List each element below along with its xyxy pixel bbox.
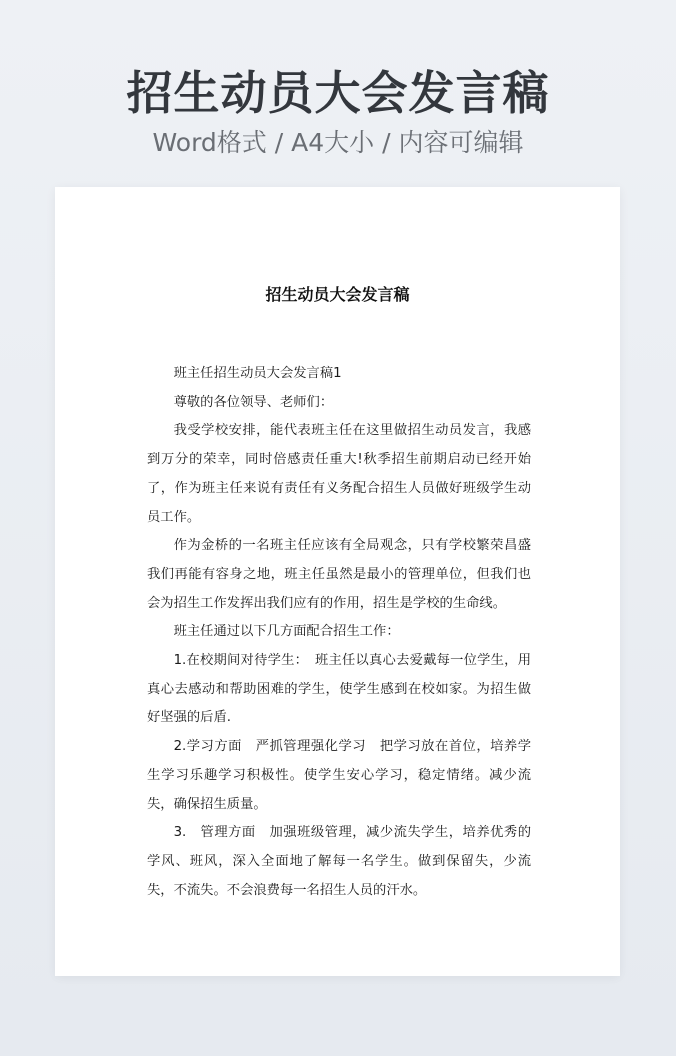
paragraph: 1.在校期间对待学生： 班主任以真心去爱戴每一位学生，用真心去感动和帮助困难的学生，使学生感到在校如家。为招生做好坚强的后盾. xyxy=(147,653,531,726)
paragraph: 尊敬的各位领导、老师们： xyxy=(173,394,334,410)
document-page xyxy=(55,187,620,976)
paragraph: 3. 管理方面 加强班级管理，减少流失学生，培养优秀的学风、班风，深入全面地了解每一名学生。做到保留失，少流失，不流失。不会浪费每一名招生人员的汗水。 xyxy=(147,825,531,898)
banner-title: 招生动员大会发言稿 xyxy=(126,66,550,120)
paragraph: 班主任招生动员大会发言稿1 xyxy=(173,366,342,381)
banner xyxy=(0,62,676,160)
paragraph: 我受学校安排，能代表班主任在这里做招生动员发言，我感到万分的荣幸，同时倍感责任重大!秋季招生前期启动已经开始了，作为班主任来说有责任有义务配合招生人员做好班级学生动员工作。 xyxy=(147,423,531,525)
document-title: 招生动员大会发言稿 xyxy=(265,285,410,304)
banner-subtitle: Word格式 / A4大小 / 内容可编辑 xyxy=(152,128,524,157)
document-body xyxy=(147,360,531,905)
paragraph: 作为金桥的一名班主任应该有全局观念，只有学校繁荣昌盛我们再能有容身之地，班主任虽然是最小的管理单位，但我们也会为招生工作发挥出我们应有的作用，招生是学校的生命线。 xyxy=(147,538,531,611)
paragraph: 2.学习方面 严抓管理强化学习 把学习放在首位，培养学生学习乐趣学习积极性。使学生安心学习，稳定情绪。减少流失，确保招生质量。 xyxy=(147,739,531,812)
paragraph: 班主任通过以下几方面配合招生工作： xyxy=(173,624,400,640)
